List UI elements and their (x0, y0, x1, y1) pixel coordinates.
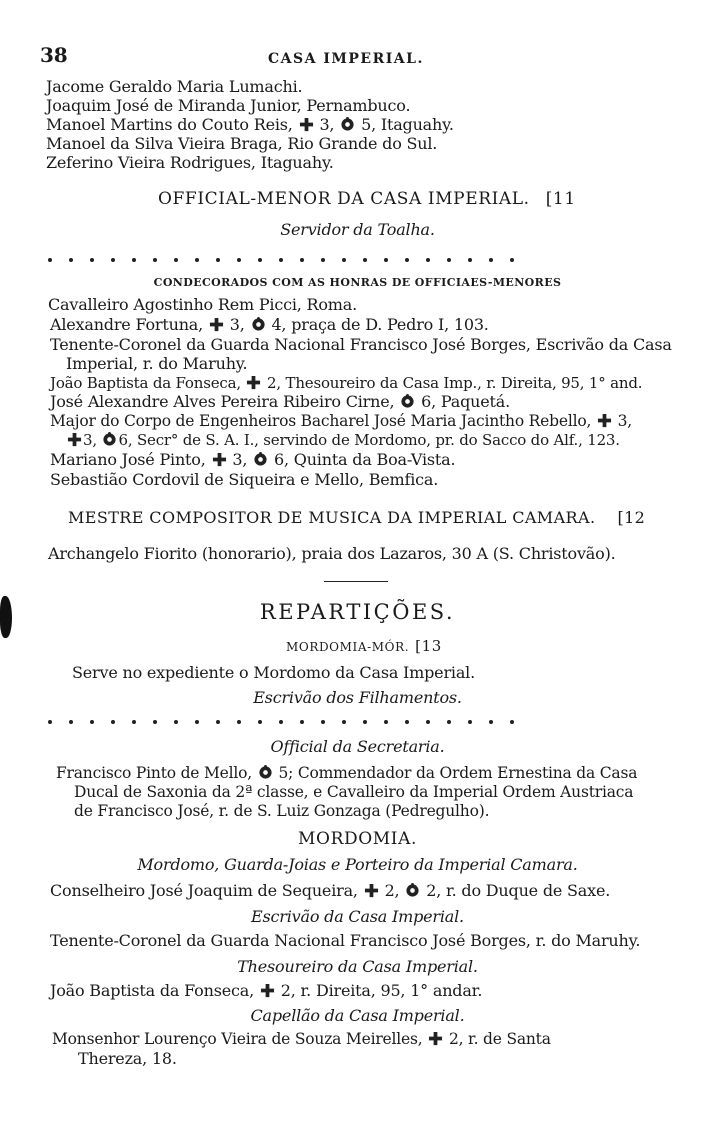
list-item: Cavalleiro Agostinho Rem Picci, Roma. (48, 295, 358, 314)
list-item: Major do Corpo de Engenheiros Bacharel José Maria Jacintho Rebello, 3, (50, 412, 633, 430)
list-item: Manoel Martins do Couto Reis, 3, 5, Itaguahy. (46, 115, 454, 134)
sub-heading: Thesoureiro da Casa Imperial. (237, 957, 478, 976)
chapter-title: REPARTIÇÕES. (259, 600, 456, 624)
list-item: Joaquim José de Miranda Junior, Pernambuco. (46, 96, 411, 115)
order-rose-icon (253, 452, 268, 467)
list-item: Manoel da Silva Vieira Braga, Rio Grande do Sul. (46, 134, 438, 153)
list-item: Archangelo Fiorito (honorario), praia dos Lazaros, 30 A (S. Christovão). (48, 544, 616, 563)
list-item: Imperial, r. do Maruhy. (66, 354, 248, 373)
page-number: 38 (40, 43, 68, 67)
list-item: Jacome Geraldo Maria Lumachi. (46, 77, 303, 96)
order-cross-icon (209, 317, 224, 332)
sub-heading: Escrivão dos Filhamentos. (253, 688, 462, 707)
list-item: Monsenhor Lourenço Vieira de Souza Meirelles, 2, r. de Santa (52, 1030, 551, 1048)
sub-heading: Mordomo, Guarda-Joias e Porteiro da Imperial Camara. (137, 855, 578, 874)
list-item: de Francisco José, r. de S. Luiz Gonzaga (Pedregulho). (74, 802, 490, 820)
list-item: 3, 6, Secr° de S. A. I., servindo de Mordomo, pr. do Sacco do Alf., 123. (66, 431, 620, 449)
order-rose-icon (405, 883, 420, 898)
section-heading: MORDOMIA. (298, 829, 417, 849)
order-cross-icon (299, 117, 314, 132)
section-heading: MESTRE COMPOSITOR DE MUSICA DA IMPERIAL CAMARA. [12 (68, 508, 646, 527)
order-rose-icon (258, 765, 273, 780)
order-cross-icon (260, 983, 275, 998)
ink-blot (0, 596, 12, 638)
sub-heading: MORDOMIA-MÓR. [13 (286, 637, 442, 655)
order-cross-icon (246, 375, 261, 390)
list-item: Francisco Pinto de Mello, 5; Commendador da Ordem Ernestina da Casa (56, 764, 638, 782)
order-cross-icon (212, 452, 227, 467)
list-item: Mariano José Pinto, 3, 6, Quinta da Boa-Vista. (50, 450, 456, 469)
list-item: Thereza, 18. (78, 1049, 177, 1068)
running-title: CASA IMPERIAL. (268, 51, 424, 67)
list-item: João Baptista da Fonseca, 2, Thesoureiro da Casa Imp., r. Direita, 95, 1° and. (50, 374, 643, 392)
sub-heading: Escrivão da Casa Imperial. (251, 907, 464, 926)
list-item: Zeferino Vieira Rodrigues, Itaguahy. (46, 153, 334, 172)
dotted-leader (48, 720, 531, 724)
list-item: João Baptista da Fonseca, 2, r. Direita, 95, 1° andar. (50, 981, 483, 1000)
sub-heading: Official da Secretaria. (270, 737, 445, 756)
list-item: Conselheiro José Joaquim de Sequeira, 2, 2, r. do Duque de Saxe. (50, 881, 611, 900)
order-rose-icon (340, 117, 355, 132)
list-item: Sebastião Cordovil de Siqueira e Mello, Bemfica. (50, 470, 439, 489)
order-cross-icon (67, 432, 82, 447)
order-rose-icon (102, 432, 117, 447)
list-item: Tenente-Coronel da Guarda Nacional Francisco José Borges, Escrivão da Casa (50, 335, 672, 354)
dotted-leader (48, 258, 531, 262)
list-item: José Alexandre Alves Pereira Ribeiro Cirne, 6, Paquetá. (50, 392, 510, 411)
order-cross-icon (597, 413, 612, 428)
list-item: Tenente-Coronel da Guarda Nacional Francisco José Borges, r. do Maruhy. (50, 931, 641, 950)
sub-heading: Capellão da Casa Imperial. (250, 1006, 465, 1025)
divider (324, 581, 388, 582)
list-item: Ducal de Saxonia da 2ª classe, e Cavalleiro da Imperial Ordem Austriaca (74, 783, 634, 801)
order-cross-icon (428, 1031, 443, 1046)
section-heading: OFFICIAL-MENOR DA CASA IMPERIAL. [11 (158, 189, 576, 209)
order-rose-icon (400, 394, 415, 409)
list-item: Serve no expediente o Mordomo da Casa Imperial. (72, 663, 475, 682)
order-cross-icon (364, 883, 379, 898)
list-item: Alexandre Fortuna, 3, 4, praça de D. Pedro I, 103. (50, 315, 489, 334)
order-rose-icon (251, 317, 266, 332)
honours-heading: CONDECORADOS COM AS HONRAS DE OFFICIAES-MENORES (153, 276, 562, 289)
sub-heading: Servidor da Toalha. (280, 220, 435, 239)
